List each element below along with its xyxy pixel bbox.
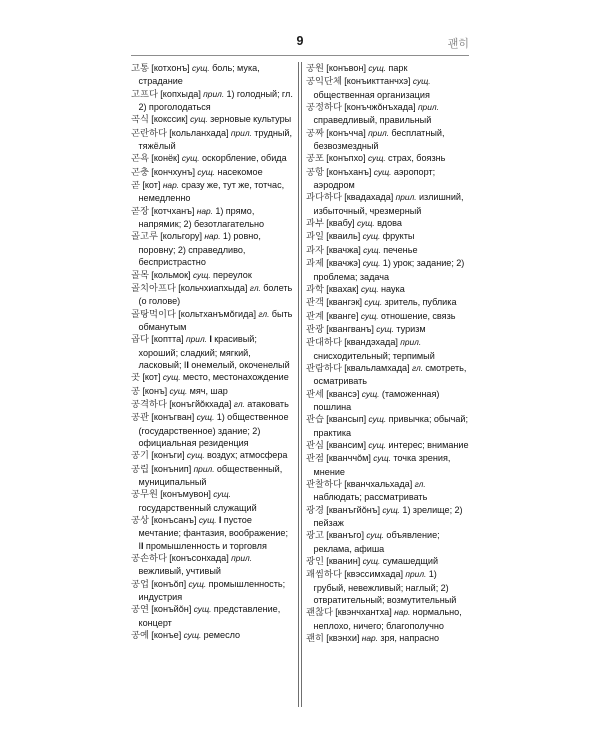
dictionary-entry	[306, 191, 469, 217]
entry-headword: 광고	[306, 530, 324, 542]
entry-definition: справедливый, правильный	[313, 115, 432, 126]
entry-definition: сумашедщий	[382, 556, 439, 567]
entry-definition: болеть (о голове)	[138, 282, 293, 307]
entry-transcription: [конёк]	[151, 153, 180, 164]
dictionary-entry	[131, 629, 294, 642]
entry-part-of-speech: сущ.	[183, 630, 202, 641]
entry-definition: общественный, муниципальный	[138, 463, 283, 487]
entry-definition: ремесло	[203, 630, 241, 641]
entry-definition: воздух; атмосфера	[207, 450, 288, 461]
roman-numeral: I	[218, 515, 222, 526]
dictionary-entry	[131, 88, 294, 114]
right-column	[306, 62, 469, 645]
dictionary-entry	[306, 555, 469, 568]
entry-part-of-speech: сущ.	[361, 388, 380, 399]
dictionary-entry	[131, 62, 294, 88]
entry-definition: наука	[381, 283, 405, 294]
entry-definition: атаковать	[247, 398, 289, 409]
entry-headword: 공연	[131, 604, 149, 616]
entry-headword: 관세	[306, 388, 324, 400]
entry-headword: 관광	[306, 323, 324, 335]
dictionary-entry	[131, 371, 294, 384]
entry-transcription: [конъе]	[151, 630, 182, 641]
entry-transcription: [конъсанъ]	[151, 515, 197, 526]
entry-part-of-speech: нар.	[394, 607, 411, 618]
entry-part-of-speech: сущ.	[186, 450, 205, 461]
dictionary-entry	[306, 362, 469, 388]
entry-transcription: [квадахада]	[344, 192, 394, 203]
dictionary-entry	[306, 310, 469, 323]
dictionary-entry	[306, 152, 469, 165]
entry-headword: 공무원	[131, 489, 158, 501]
entry-definition: отношение, связь	[380, 310, 456, 321]
entry-part-of-speech: сущ.	[169, 385, 188, 396]
entry-headword: 공	[131, 385, 140, 397]
entry-definition: бесплатный, безвозмездный	[313, 127, 445, 152]
entry-part-of-speech: сущ.	[366, 530, 385, 541]
dictionary-entry	[131, 166, 294, 179]
entry-transcription: [конъгван]	[151, 412, 195, 423]
entry-headword: 관심	[306, 439, 324, 451]
entry-part-of-speech: сущ.	[376, 323, 395, 334]
entry-definition: вежливый, учтивый	[138, 566, 221, 577]
entry-definition: зря, напрасно	[380, 633, 440, 644]
dictionary-entry	[131, 385, 294, 398]
entry-part-of-speech: сущ.	[198, 515, 217, 526]
entry-transcription: [конъчжŏнъхада]	[344, 102, 416, 113]
entry-transcription: [конъсонхада]	[169, 553, 229, 564]
entry-transcription: [кокссик]	[151, 114, 188, 125]
entry-definition: сразу же, тут же, тотчас, немедленно	[138, 180, 285, 204]
entry-headword: 괜히	[306, 633, 324, 645]
entry-transcription: [квансим]	[326, 439, 367, 450]
entry-transcription: [квахак]	[326, 283, 359, 294]
entry-definition: боль; мука, страдание	[138, 63, 260, 87]
entry-headword: 공포	[306, 153, 324, 165]
entry-definition: (таможенная) пошлина	[313, 388, 440, 412]
entry-headword: 곤란하다	[131, 127, 167, 139]
entry-definition: зерновые культуры	[210, 114, 292, 125]
roman-numeral: I	[186, 359, 189, 370]
entry-part-of-speech: прил.	[400, 337, 422, 348]
dictionary-entry	[306, 504, 469, 530]
entry-headword: 과부	[306, 218, 324, 230]
entry-part-of-speech: сущ.	[368, 439, 387, 450]
entry-definition: объявление; реклама, афиша	[313, 530, 440, 554]
entry-definition: зритель, публика	[384, 297, 457, 308]
entry-part-of-speech: сущ.	[360, 283, 379, 294]
entry-definition: 1) общественное (государственное) здание; 2) официальная резиденция	[138, 412, 289, 448]
entry-headword: 골목	[131, 269, 149, 281]
entry-headword: 관람하다	[306, 362, 342, 374]
entry-headword: 관대하다	[306, 337, 342, 349]
entry-definition: мяч, шар	[189, 385, 228, 396]
entry-headword: 공익단체	[306, 76, 342, 88]
entry-transcription: [квэнхи]	[326, 633, 360, 644]
entry-headword: 괘씸하다	[306, 569, 342, 581]
entry-part-of-speech: гл.	[414, 479, 426, 489]
dictionary-entry	[306, 283, 469, 296]
dictionary-entry	[131, 514, 294, 552]
entry-part-of-speech: прил.	[193, 463, 215, 474]
dictionary-entry	[306, 127, 469, 153]
dictionary-entry	[131, 488, 294, 514]
entry-headword: 관점	[306, 453, 324, 465]
entry-headword: 관계	[306, 310, 324, 322]
entry-headword: 공원	[306, 63, 324, 74]
entry-part-of-speech: сущ.	[362, 556, 381, 567]
entry-definition: государственный служащий	[138, 502, 257, 513]
entry-part-of-speech: гл.	[249, 282, 261, 293]
entry-part-of-speech: сущ.	[357, 218, 375, 229]
entry-transcription: [квачжа]	[326, 244, 361, 255]
entry-headword: 골탕먹이다	[131, 308, 176, 320]
dictionary-entry	[131, 603, 294, 629]
entry-part-of-speech: прил.	[186, 334, 208, 345]
entry-transcription: [квэнчхантха]	[335, 607, 392, 618]
entry-part-of-speech: сущ.	[412, 76, 431, 87]
entry-headword: 공관	[131, 412, 149, 424]
entry-definition: страх, боязнь	[388, 153, 446, 164]
running-head	[131, 34, 469, 56]
entry-part-of-speech: сущ.	[192, 63, 210, 73]
entry-headword: 곱다	[131, 334, 149, 346]
entry-transcription: [кот]	[142, 372, 161, 383]
entry-definition: 1) ровно, поровну; 2) справедливо, беспристрастно	[138, 231, 261, 268]
entry-part-of-speech: прил.	[405, 569, 427, 580]
entry-headword: 공손하다	[131, 553, 167, 565]
entry-definition: снисходительный; терпимый	[313, 350, 435, 361]
entry-part-of-speech: прил.	[368, 127, 390, 138]
entry-headword: 골치아프다	[131, 282, 176, 294]
entry-part-of-speech: нар.	[196, 205, 213, 216]
dictionary-entry	[131, 205, 294, 231]
entry-headword: 과자	[306, 244, 324, 256]
entry-part-of-speech: сущ.	[197, 166, 216, 177]
entry-definition: туризм	[396, 323, 426, 334]
entry-definition: нормально, неплохо, ничего; благополучно	[313, 607, 462, 631]
entry-transcription: [квальламхада]	[344, 362, 410, 373]
entry-definition: трудный, тяжёлый	[138, 127, 293, 152]
column-rule-right	[301, 62, 302, 707]
entry-definition: печенье	[383, 244, 418, 255]
entry-part-of-speech: прил.	[395, 192, 417, 203]
entry-headword: 고통	[131, 63, 149, 74]
entry-headword: 공항	[306, 166, 324, 178]
entry-headword: 곧장	[131, 205, 149, 217]
dictionary-entry	[306, 244, 469, 257]
entry-transcription: [квансэ]	[326, 388, 360, 399]
entry-transcription: [конъмувон]	[160, 489, 211, 500]
entry-part-of-speech: прил.	[203, 88, 225, 99]
dictionary-entry	[306, 323, 469, 336]
entry-transcription: [конъчча]	[326, 127, 366, 138]
entry-transcription: [кончхунъ]	[151, 166, 196, 177]
left-column	[131, 62, 294, 642]
entry-part-of-speech: нар.	[204, 231, 221, 242]
page-number: 9	[296, 34, 304, 48]
entry-definition: излишний, избыточный, чрезмерный	[313, 192, 464, 216]
entry-part-of-speech: сущ.	[367, 153, 386, 164]
column-divider	[294, 62, 306, 707]
entry-transcription: [квангэк]	[326, 297, 363, 308]
entry-transcription: [кольмок]	[151, 269, 191, 280]
entry-definition: фрукты	[382, 231, 415, 242]
entry-part-of-speech: сущ.	[181, 153, 200, 164]
dictionary-entry	[306, 388, 469, 414]
dictionary-entry	[306, 529, 469, 555]
dictionary-entry	[306, 101, 469, 127]
entry-part-of-speech: сущ.	[188, 578, 207, 589]
roman-numeral: I	[141, 540, 144, 551]
dictionary-entry	[131, 333, 294, 371]
entry-definition: представление, концерт	[138, 604, 281, 628]
entry-part-of-speech: сущ.	[373, 166, 392, 177]
entry-definition: интерес; внимание	[388, 439, 469, 450]
entry-headword: 곤욕	[131, 153, 149, 165]
dictionary-entry	[131, 282, 294, 308]
entry-headword: 과다하다	[306, 192, 342, 204]
entry-columns	[131, 62, 469, 707]
entry-definition: переулок	[213, 269, 252, 280]
entry-part-of-speech: нар.	[361, 633, 379, 644]
entry-transcription: [квабу]	[326, 218, 355, 229]
dictionary-entry	[131, 552, 294, 578]
entry-transcription: [кольтханъмŏгида]	[178, 308, 257, 319]
entry-transcription: [котхонъ]	[151, 63, 190, 73]
entry-headword: 공상	[131, 515, 149, 527]
dictionary-entry	[131, 113, 294, 126]
entry-part-of-speech: нар.	[162, 180, 180, 191]
dictionary-entry	[131, 398, 294, 411]
dictionary-entry	[131, 127, 294, 153]
dictionary-entry	[306, 257, 469, 283]
entry-definition: промышленность; индустрия	[138, 578, 286, 603]
entry-definition: I красивый; хороший; сладкий; мягкий, ласковый; II онемелый, окоченелый	[138, 334, 290, 370]
dictionary-entry	[306, 632, 469, 645]
entry-definition: 1) голодный; гл. 2) проголодаться	[138, 88, 293, 113]
entry-transcription: [конънип]	[151, 463, 192, 474]
dictionary-entry	[131, 230, 294, 268]
entry-part-of-speech: сущ.	[162, 372, 181, 383]
entry-part-of-speech: сущ.	[368, 414, 387, 425]
entry-headword: 괜찮다	[306, 607, 333, 619]
entry-part-of-speech: сущ.	[364, 297, 383, 308]
entry-definition: 1) зрелище; 2) пейзаж	[313, 504, 463, 529]
entry-transcription: [квандэхада]	[344, 337, 398, 348]
entry-part-of-speech: сущ.	[362, 258, 381, 269]
dictionary-entry	[306, 568, 469, 606]
entry-definition: привычка; обычай; практика	[313, 414, 469, 438]
entry-part-of-speech: гл.	[411, 362, 424, 373]
entry-part-of-speech: сущ.	[213, 489, 231, 500]
entry-part-of-speech: сущ.	[368, 63, 387, 73]
entry-headword: 광인	[306, 556, 324, 568]
entry-part-of-speech: сущ.	[360, 310, 379, 321]
entry-headword: 과학	[306, 283, 324, 295]
roman-numeral: I	[209, 334, 212, 345]
entry-transcription: [конъги]	[151, 450, 185, 461]
entry-headword: 곡식	[131, 114, 149, 126]
dictionary-entry	[306, 62, 469, 75]
dictionary-entry	[131, 411, 294, 449]
dictionary-entry	[131, 463, 294, 489]
entry-headword: 관찰하다	[306, 479, 342, 490]
entry-headword: 과일	[306, 231, 324, 243]
dictionary-entry	[306, 296, 469, 309]
entry-definition: насекомое	[217, 166, 263, 177]
entry-transcription: [копхыда]	[160, 88, 201, 99]
entry-headword: 공짜	[306, 127, 324, 139]
entry-transcription: [квангe]	[326, 310, 359, 321]
entry-transcription: [кваиль]	[326, 231, 361, 242]
entry-transcription: [коптта]	[151, 334, 184, 345]
entry-definition: вдова	[377, 218, 402, 229]
entry-headword: 공격하다	[131, 398, 167, 410]
entry-definition: аэропорт; аэродром	[313, 166, 436, 191]
entry-transcription: [конъпхо]	[326, 153, 366, 164]
entry-definition: место, местонахождение	[182, 372, 289, 383]
entry-part-of-speech: сущ.	[382, 504, 401, 515]
entry-headword: 곳	[131, 372, 140, 384]
dictionary-entry	[306, 478, 469, 504]
entry-definition: наблюдать; рассматривать	[313, 492, 428, 503]
dictionary-entry	[131, 179, 294, 205]
entry-transcription: [квангванъ]	[326, 323, 374, 334]
entry-transcription: [конъикттанчхэ]	[344, 76, 411, 87]
entry-part-of-speech: сущ.	[193, 604, 212, 615]
entry-definition: 1) прямо, напрямик; 2) безотлагательно	[138, 205, 265, 230]
entry-headword: 관객	[306, 297, 324, 309]
entry-transcription: [кванин]	[326, 556, 361, 567]
dictionary-entry	[306, 166, 469, 192]
entry-transcription: [кванъгйŏнъ]	[326, 504, 380, 515]
entry-headword: 공기	[131, 450, 149, 462]
header-divider	[131, 55, 469, 56]
entry-transcription: [конъ]	[142, 385, 168, 396]
entry-part-of-speech: сущ.	[190, 114, 208, 125]
entry-definition: I пустое мечтание; фантазия, воображение; II промышленность и торговля	[138, 515, 288, 551]
entry-transcription: [кванчхальхада]	[344, 479, 413, 489]
entry-headword: 공립	[131, 463, 149, 475]
entry-transcription: [котчханъ]	[151, 205, 195, 216]
entry-headword: 곤충	[131, 166, 149, 178]
dictionary-entry	[306, 230, 469, 243]
entry-definition: общественная организация	[313, 89, 430, 100]
entry-headword: 공정하다	[306, 102, 342, 114]
dictionary-entry	[306, 336, 469, 362]
entry-part-of-speech: сущ.	[373, 453, 392, 464]
entry-definition: точка зрения, мнение	[313, 453, 451, 477]
dictionary-entry	[131, 152, 294, 165]
entry-definition: оскорбление, обида	[201, 153, 287, 164]
entry-part-of-speech: прил.	[230, 127, 252, 138]
entry-definition: быть обманутым	[138, 308, 293, 332]
entry-headword: 공업	[131, 578, 149, 590]
dictionary-entry	[306, 606, 469, 632]
entry-part-of-speech: сущ.	[362, 231, 381, 242]
entry-part-of-speech: прил.	[417, 102, 439, 113]
entry-part-of-speech: гл.	[258, 308, 270, 319]
entry-headword: 고프다	[131, 88, 158, 100]
entry-definition: смотреть, осматривать	[313, 362, 467, 387]
entry-headword: 곧	[131, 180, 140, 192]
entry-headword: 관습	[306, 414, 324, 426]
entry-transcription: [кольчхиапхыда]	[178, 282, 248, 293]
entry-headword: 골고루	[131, 231, 158, 243]
entry-transcription: [кольланхада]	[169, 127, 229, 138]
dictionary-entry	[306, 452, 469, 478]
entry-definition: 1) грубый, невежливый; наглый; 2) отвратительный; возмутительный	[313, 569, 457, 606]
entry-transcription: [конъŏп]	[151, 578, 187, 589]
entry-headword: 과제	[306, 258, 324, 270]
entry-part-of-speech: сущ.	[196, 412, 215, 423]
dictionary-entry	[306, 413, 469, 439]
entry-part-of-speech: прил.	[231, 553, 253, 564]
entry-part-of-speech: гл.	[233, 398, 245, 409]
entry-transcription: [кольгору]	[160, 231, 202, 242]
entry-headword: 공예	[131, 630, 149, 642]
entry-transcription: [кванччŏм]	[326, 453, 371, 464]
entry-transcription: [конъгйŏкхада]	[169, 398, 232, 409]
dictionary-entry	[306, 75, 469, 101]
dictionary-entry	[131, 308, 294, 334]
entry-transcription: [конъханъ]	[326, 166, 372, 177]
entry-part-of-speech: сущ.	[192, 269, 211, 280]
column-rule-left	[298, 62, 299, 707]
entry-headword: 광경	[306, 504, 324, 516]
entry-definition: парк	[388, 63, 408, 73]
entry-transcription: [кванъго]	[326, 530, 364, 541]
entry-definition: 1) урок; задание; 2) проблема; задача	[313, 258, 465, 282]
dictionary-entry	[131, 269, 294, 282]
entry-part-of-speech: сущ.	[363, 244, 381, 255]
dictionary-entry	[306, 439, 469, 452]
entry-transcription: [квэссимхада]	[344, 569, 404, 580]
entry-transcription: [конъйŏн]	[151, 604, 192, 615]
dictionary-entry	[131, 578, 294, 604]
dictionary-entry	[131, 449, 294, 462]
entry-transcription: [кот]	[142, 180, 161, 191]
entry-transcription: [конъвон]	[326, 63, 367, 73]
guide-word: 괜히	[447, 37, 469, 50]
dictionary-entry	[306, 217, 469, 230]
entry-transcription: [квансып]	[326, 414, 367, 425]
entry-transcription: [квачжэ]	[326, 258, 361, 269]
